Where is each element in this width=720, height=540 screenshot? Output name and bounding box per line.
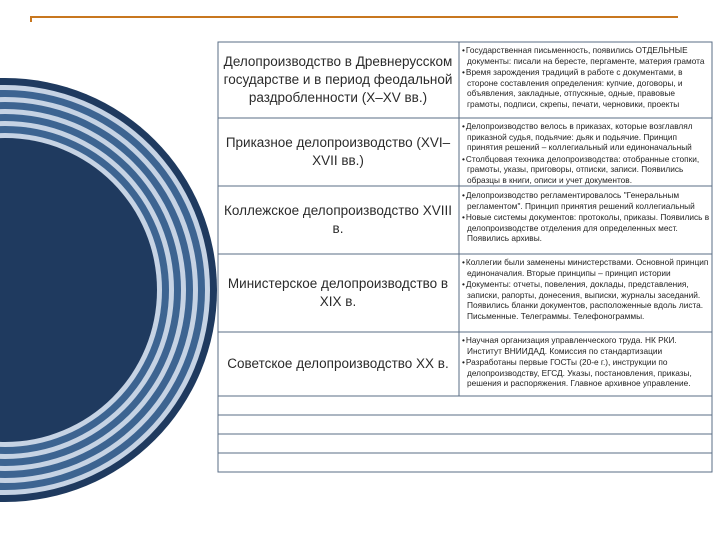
empty-row-1 <box>218 396 712 415</box>
empty-row-3 <box>218 434 712 453</box>
stage-4-item-2: • Документы: отчеты, повеления, доклады, представления, записки, рапорты, донесения, выписки, журналы заседаний. Появились бланки документов, расположенные вдоль листа. Письменные. Телеграммы. Телефонограммы. <box>462 279 710 321</box>
stage-title-4: Министерское делопроизводство в XIX в. <box>227 276 449 309</box>
stage-title-5: Советское делопроизводство XX в. <box>227 356 449 371</box>
stage-1-item-2: • Время зарождения традиций в работе с документами, в стороне составления определения: купчие, договоры, и объявления, закладные, отпускные, одные, правовые грамоты, подписи, скрепы, печати, черновики, проекты <box>462 67 710 109</box>
stage-title-2: Приказное делопроизводство (XVI–XVII вв.) <box>225 135 451 168</box>
stage-5-item-1: • Научная организация управленческого труда. НК РКИ. Институт ВНИИДАД. Комиссия по стандартизации <box>462 335 710 356</box>
stage-3-item-1: • Делопроизводство регламентировалось "Генеральным регламентом". Принцип принятия решений коллегиальный <box>462 190 710 211</box>
stage-1-item-1: • Государственная письменность, появились ОТДЕЛЬНЫЕ документы: писали на бересте, пергаменте, материя грамота <box>462 45 710 66</box>
stage-desc-5 <box>462 335 710 390</box>
stage-5-item-2: • Разработаны первые ГОСТы (20-е г.), инструкции по делопроизводству, ЕГСД. Указы, постановления, приказы, решения и распоряжения. Главное архивное управление. <box>462 357 710 389</box>
empty-row-2 <box>218 415 712 434</box>
stage-desc-1 <box>462 45 710 111</box>
stage-title-3: Коллежское делопроизводство XVIII в. <box>224 203 452 236</box>
stage-desc-4 <box>462 257 710 323</box>
stage-desc-3 <box>462 190 710 245</box>
stage-desc-2 <box>462 121 710 187</box>
stage-title-1: Делопроизводство в Древнерусском государстве и в период феодальной раздробленности (X–XV вв.) <box>223 54 453 105</box>
stage-2-item-2: • Столбцовая техника делопроизводства: отобранные стопки, грамоты, указы, приговоры, отписки, записи. Появились образцы в книги, описи и учет документов. <box>462 154 710 186</box>
stage-4-item-1: • Коллегии были заменены министерствами. Основной принцип единоначалия. Вторые принципы – принцип истории <box>462 257 710 278</box>
stage-2-item-1: • Делопроизводство велось в приказах, которые возглавлял приказной судья, подьячие: дьяк и подьячие. Принцип принятия решений – коллегиальный или единоначальный <box>462 121 710 153</box>
stage-3-item-2: • Новые системы документов: протоколы, приказы. Появились в делопроизводстве отделения для определенных мест. Появились архивы. <box>462 212 710 244</box>
empty-row-4 <box>218 453 712 472</box>
